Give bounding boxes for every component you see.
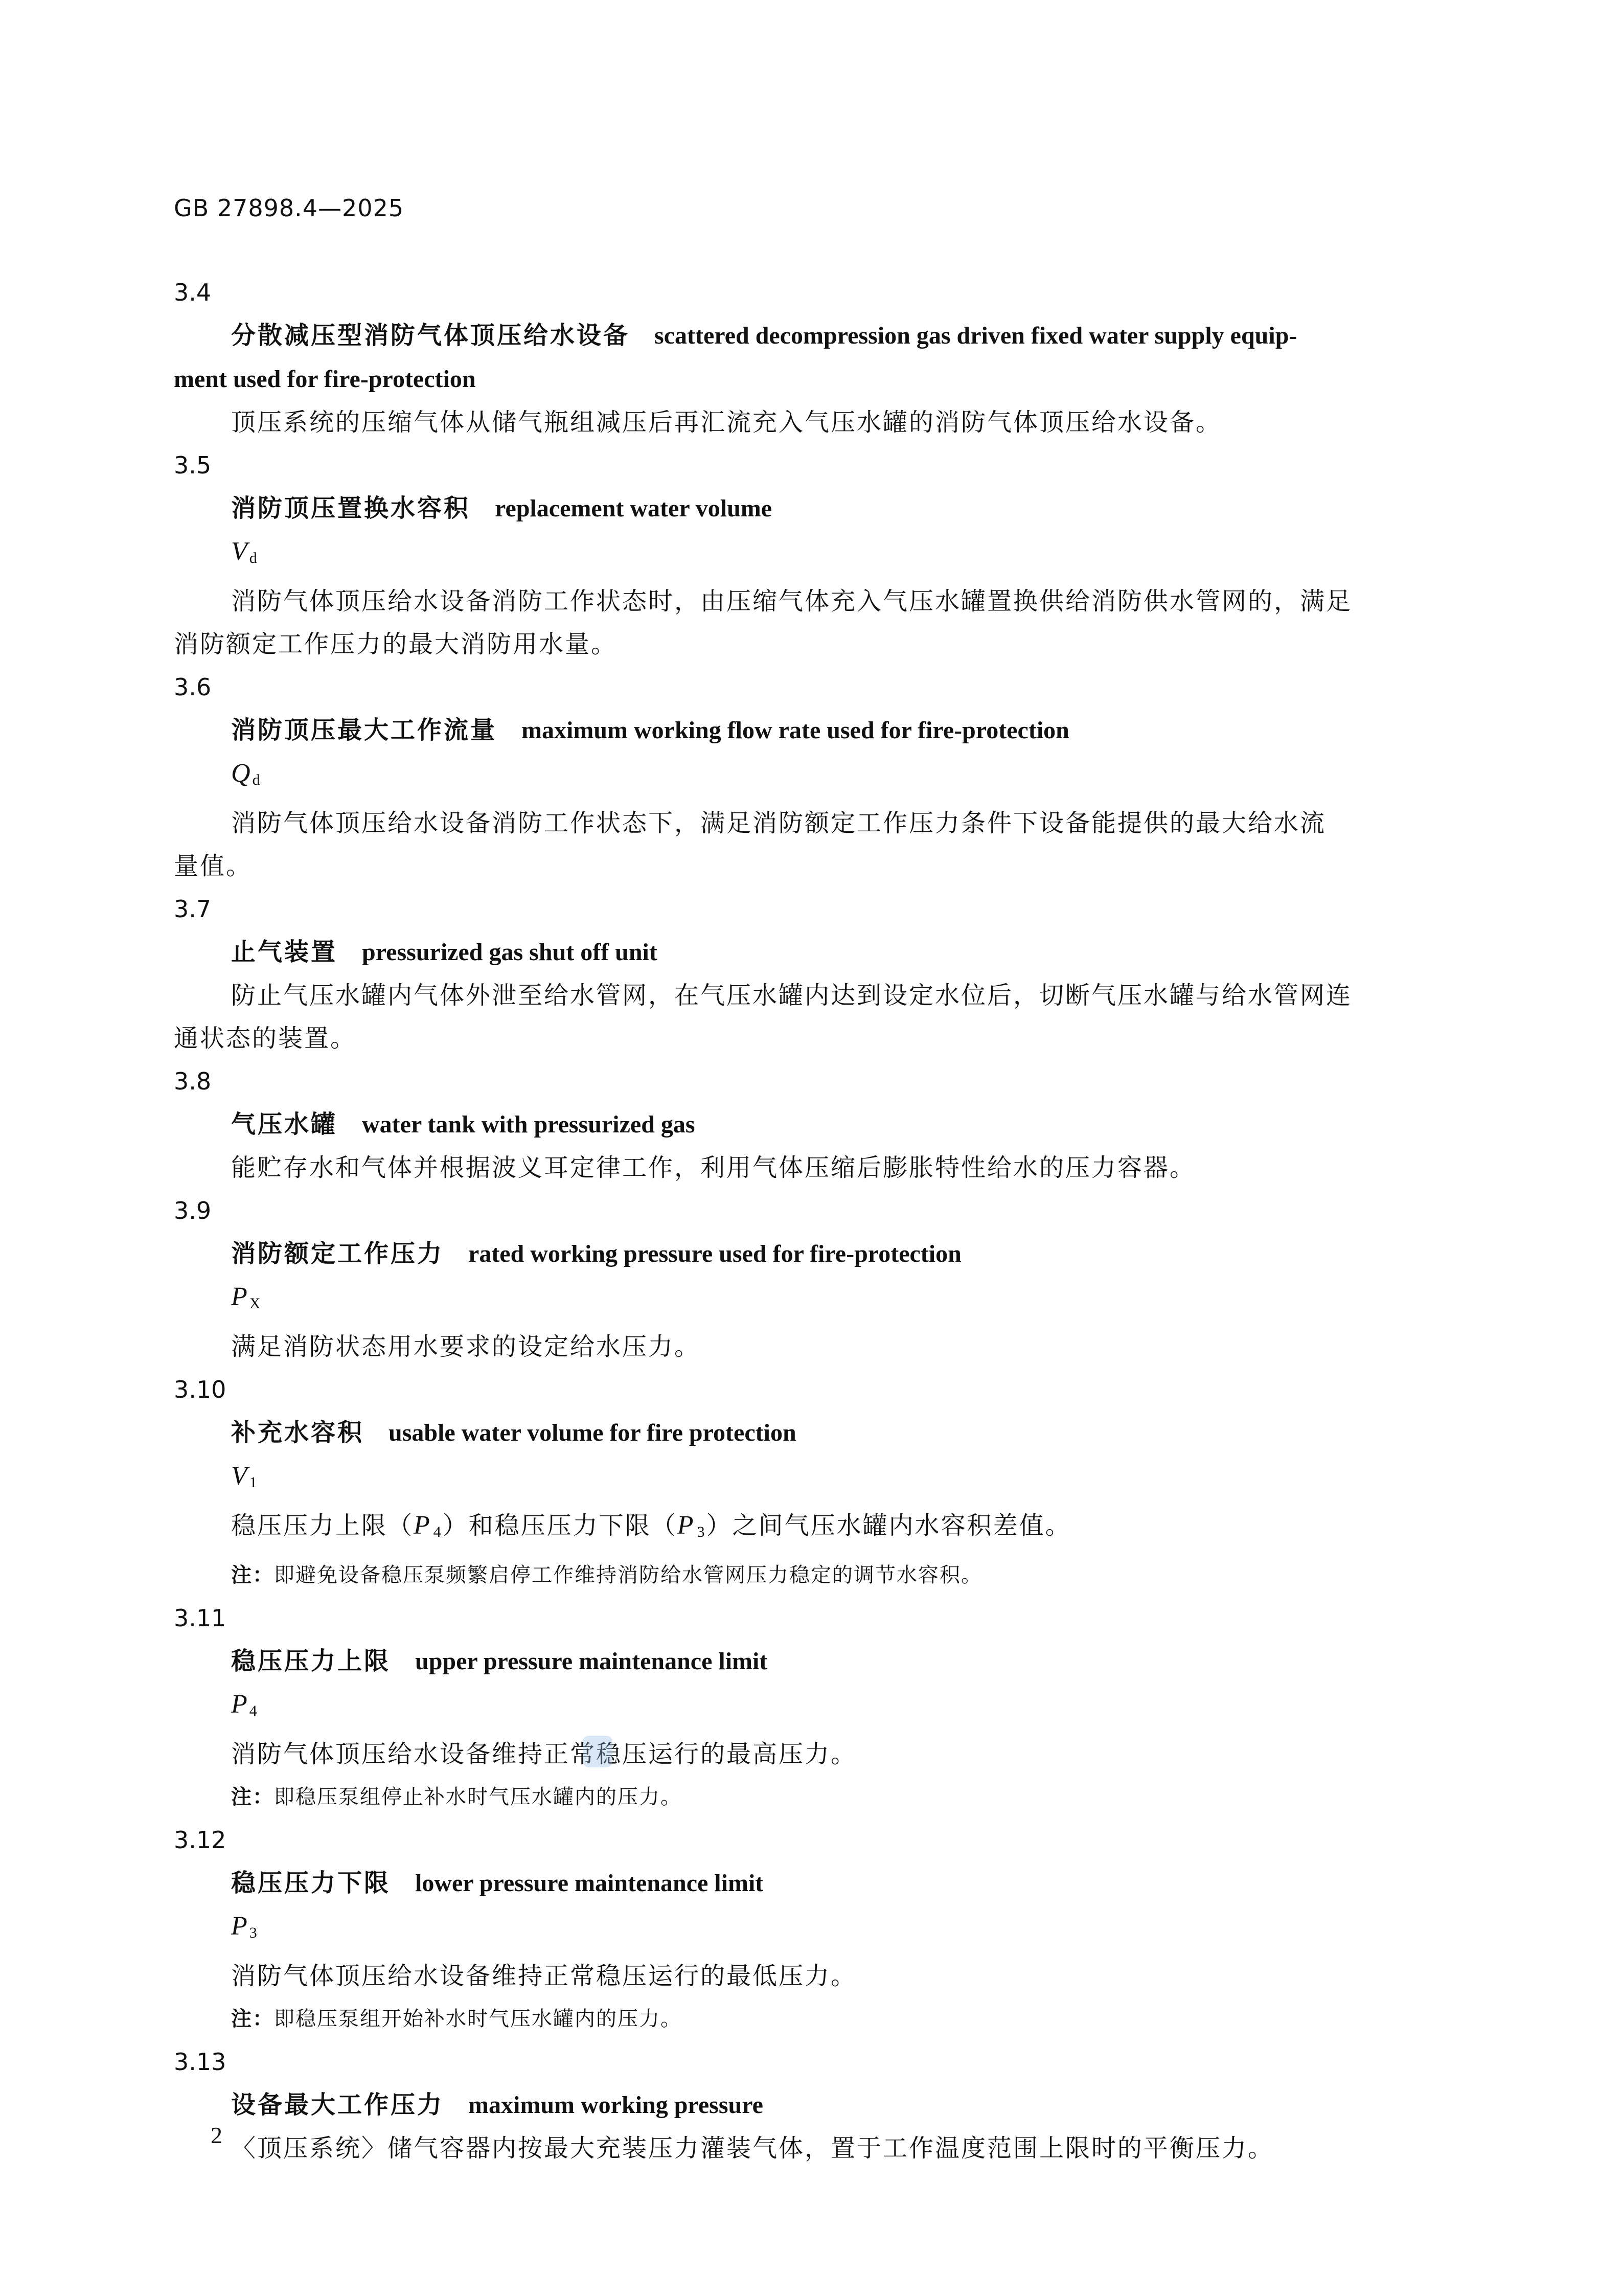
- definition-3-7-line2: 通状态的装置。: [174, 1024, 357, 1053]
- term-en-3-12: lower pressure maintenance limit: [415, 1870, 764, 1897]
- symbol-letter: Q: [231, 759, 250, 788]
- symbol-3-6: [174, 752, 1442, 802]
- clause-number-3-5: 3.5: [174, 451, 212, 479]
- term-zh-3-11: 稳压压力上限: [231, 1647, 391, 1675]
- term-heading-3-4-cont: [174, 357, 1442, 401]
- term-heading-3-7: [174, 930, 1442, 974]
- symbol-letter: V: [231, 537, 247, 566]
- clause-number-3-7: 3.7: [174, 895, 212, 923]
- definition-3-7-line1: 防止气压水罐内气体外泄至给水管网，在气压水罐内达到设定水位后，切断气压水罐与给水管网连: [231, 981, 1353, 1010]
- term-zh-3-6: 消防顶压最大工作流量: [231, 716, 497, 744]
- term-en-3-11: upper pressure maintenance limit: [415, 1648, 768, 1675]
- standard-number-header: GB 27898.4—2025: [174, 194, 404, 222]
- term-en-3-10: usable water volume for fire protection: [388, 1419, 796, 1446]
- term-en-3-8: water tank with pressurized gas: [362, 1111, 695, 1138]
- term-en-3-6: maximum working flow rate used for fire-protection: [521, 717, 1069, 744]
- term-zh-3-10: 补充水容积: [231, 1418, 364, 1447]
- definition-3-10: [174, 1504, 1442, 1554]
- symbol-3-11: [174, 1683, 1442, 1733]
- term-heading-3-9: [174, 1232, 1442, 1276]
- term-en-3-5: replacement water volume: [495, 495, 772, 522]
- symbol-letter: P: [414, 1511, 431, 1540]
- term-zh-3-5: 消防顶压置换水容积: [231, 494, 471, 522]
- note-label: 注：: [231, 1563, 274, 1587]
- definition-3-6-line2: 量值。: [174, 852, 253, 880]
- term-en-3-4: scattered decompression gas driven fixed water supply equip-: [654, 322, 1297, 349]
- term-heading-3-8: [174, 1103, 1442, 1146]
- term-heading-3-10: [174, 1411, 1442, 1454]
- clause-number-3-4: 3.4: [174, 279, 212, 306]
- term-heading-3-5: [174, 487, 1442, 530]
- symbol-3-10: [174, 1454, 1442, 1504]
- clause-number-3-13: 3.13: [174, 2048, 226, 2076]
- term-heading-3-4: [174, 314, 1442, 357]
- symbol-3-12: [174, 1905, 1442, 1954]
- symbol-letter: P: [677, 1511, 695, 1540]
- note-3-12: [174, 1997, 1442, 2040]
- note-label: 注：: [231, 2007, 274, 2031]
- symbol-subscript: d: [249, 550, 257, 566]
- definition-3-8: 能贮存水和气体并根据波义耳定律工作，利用气体压缩后膨胀特性给水的压力容器。: [231, 1153, 1196, 1182]
- definition-3-13: 〈顶压系统〉储气容器内按最大充装压力灌装气体，置于工作温度范围上限时的平衡压力。: [231, 2134, 1274, 2163]
- symbol-letter: V: [231, 1461, 247, 1490]
- symbol-3-9: [174, 1276, 1442, 1325]
- term-zh-3-12: 稳压压力下限: [231, 1869, 391, 1897]
- watermark-mark: [583, 1736, 612, 1767]
- symbol-letter: P: [231, 1690, 247, 1719]
- term-zh-3-8: 气压水罐: [231, 1110, 338, 1139]
- term-zh-3-9: 消防额定工作压力: [231, 1239, 444, 1268]
- note-text: 即稳压泵组停止补水时气压水罐内的压力。: [274, 1785, 682, 1809]
- term-heading-3-13: [174, 2083, 1442, 2127]
- symbol-subscript: 1: [249, 1474, 257, 1491]
- definition-3-9: 满足消防状态用水要求的设定给水压力。: [231, 1332, 701, 1361]
- clause-number-3-9: 3.9: [174, 1197, 212, 1224]
- page-number: 2: [211, 2122, 222, 2148]
- definition-3-11: 消防气体顶压给水设备维持正常稳压运行的最高压力。: [231, 1740, 857, 1768]
- note-text: 即避免设备稳压泵频繁启停工作维持消防给水管网压力稳定的调节水容积。: [274, 1563, 982, 1587]
- definition-text: 稳压压力上限（: [231, 1511, 414, 1540]
- term-zh-3-13: 设备最大工作压力: [231, 2090, 444, 2119]
- note-label: 注：: [231, 1785, 274, 1809]
- clause-number-3-6: 3.6: [174, 673, 212, 701]
- symbol-3-5: [174, 530, 1442, 580]
- symbol-subscript: X: [249, 1295, 261, 1312]
- note-text: 即稳压泵组开始补水时气压水罐内的压力。: [274, 2007, 682, 2031]
- term-en-3-7: pressurized gas shut off unit: [362, 939, 657, 966]
- note-3-11: [174, 1776, 1442, 1818]
- term-heading-3-12: [174, 1861, 1442, 1905]
- symbol-subscript: 3: [249, 1924, 257, 1941]
- clause-number-3-12: 3.12: [174, 1826, 226, 1854]
- term-en-3-13: maximum working pressure: [468, 2092, 763, 2119]
- definition-3-5-line1: 消防气体顶压给水设备消防工作状态时，由压缩气体充入气压水罐置换供给消防供水管网的，满足: [231, 587, 1353, 616]
- definition-3-4: 顶压系统的压缩气体从储气瓶组减压后再汇流充入气压水罐的消防气体顶压给水设备。: [231, 408, 1222, 437]
- term-zh-3-4: 分散减压型消防气体顶压给水设备: [231, 321, 630, 350]
- symbol-letter: P: [231, 1912, 247, 1941]
- definition-text: ）和稳压压力下限（: [442, 1511, 677, 1540]
- symbol-subscript: d: [252, 771, 260, 788]
- definition-3-5-line2: 消防额定工作压力的最大消防用水量。: [174, 630, 618, 658]
- terms-section: [174, 271, 1442, 2170]
- symbol-subscript: 4: [433, 1524, 443, 1540]
- note-3-10: [174, 1554, 1442, 1597]
- clause-number-3-11: 3.11: [174, 1604, 226, 1632]
- definition-text: ）之间气压水罐内水容积差值。: [706, 1511, 1071, 1540]
- term-zh-3-7: 止气装置: [231, 938, 338, 966]
- definition-3-6-line1: 消防气体顶压给水设备消防工作状态下，满足消防额定工作压力条件下设备能提供的最大给水流: [231, 809, 1327, 837]
- clause-number-3-10: 3.10: [174, 1376, 226, 1403]
- term-en-3-9: rated working pressure used for fire-protection: [468, 1240, 962, 1267]
- term-en-3-4-cont: ment used for fire-protection: [174, 366, 476, 393]
- term-heading-3-6: [174, 709, 1442, 752]
- symbol-subscript: 4: [249, 1702, 257, 1719]
- symbol-letter: P: [231, 1282, 247, 1311]
- clause-number-3-8: 3.8: [174, 1067, 212, 1095]
- definition-3-12: 消防气体顶压给水设备维持正常稳压运行的最低压力。: [231, 1962, 857, 1990]
- symbol-subscript: 3: [697, 1524, 706, 1540]
- term-heading-3-11: [174, 1640, 1442, 1683]
